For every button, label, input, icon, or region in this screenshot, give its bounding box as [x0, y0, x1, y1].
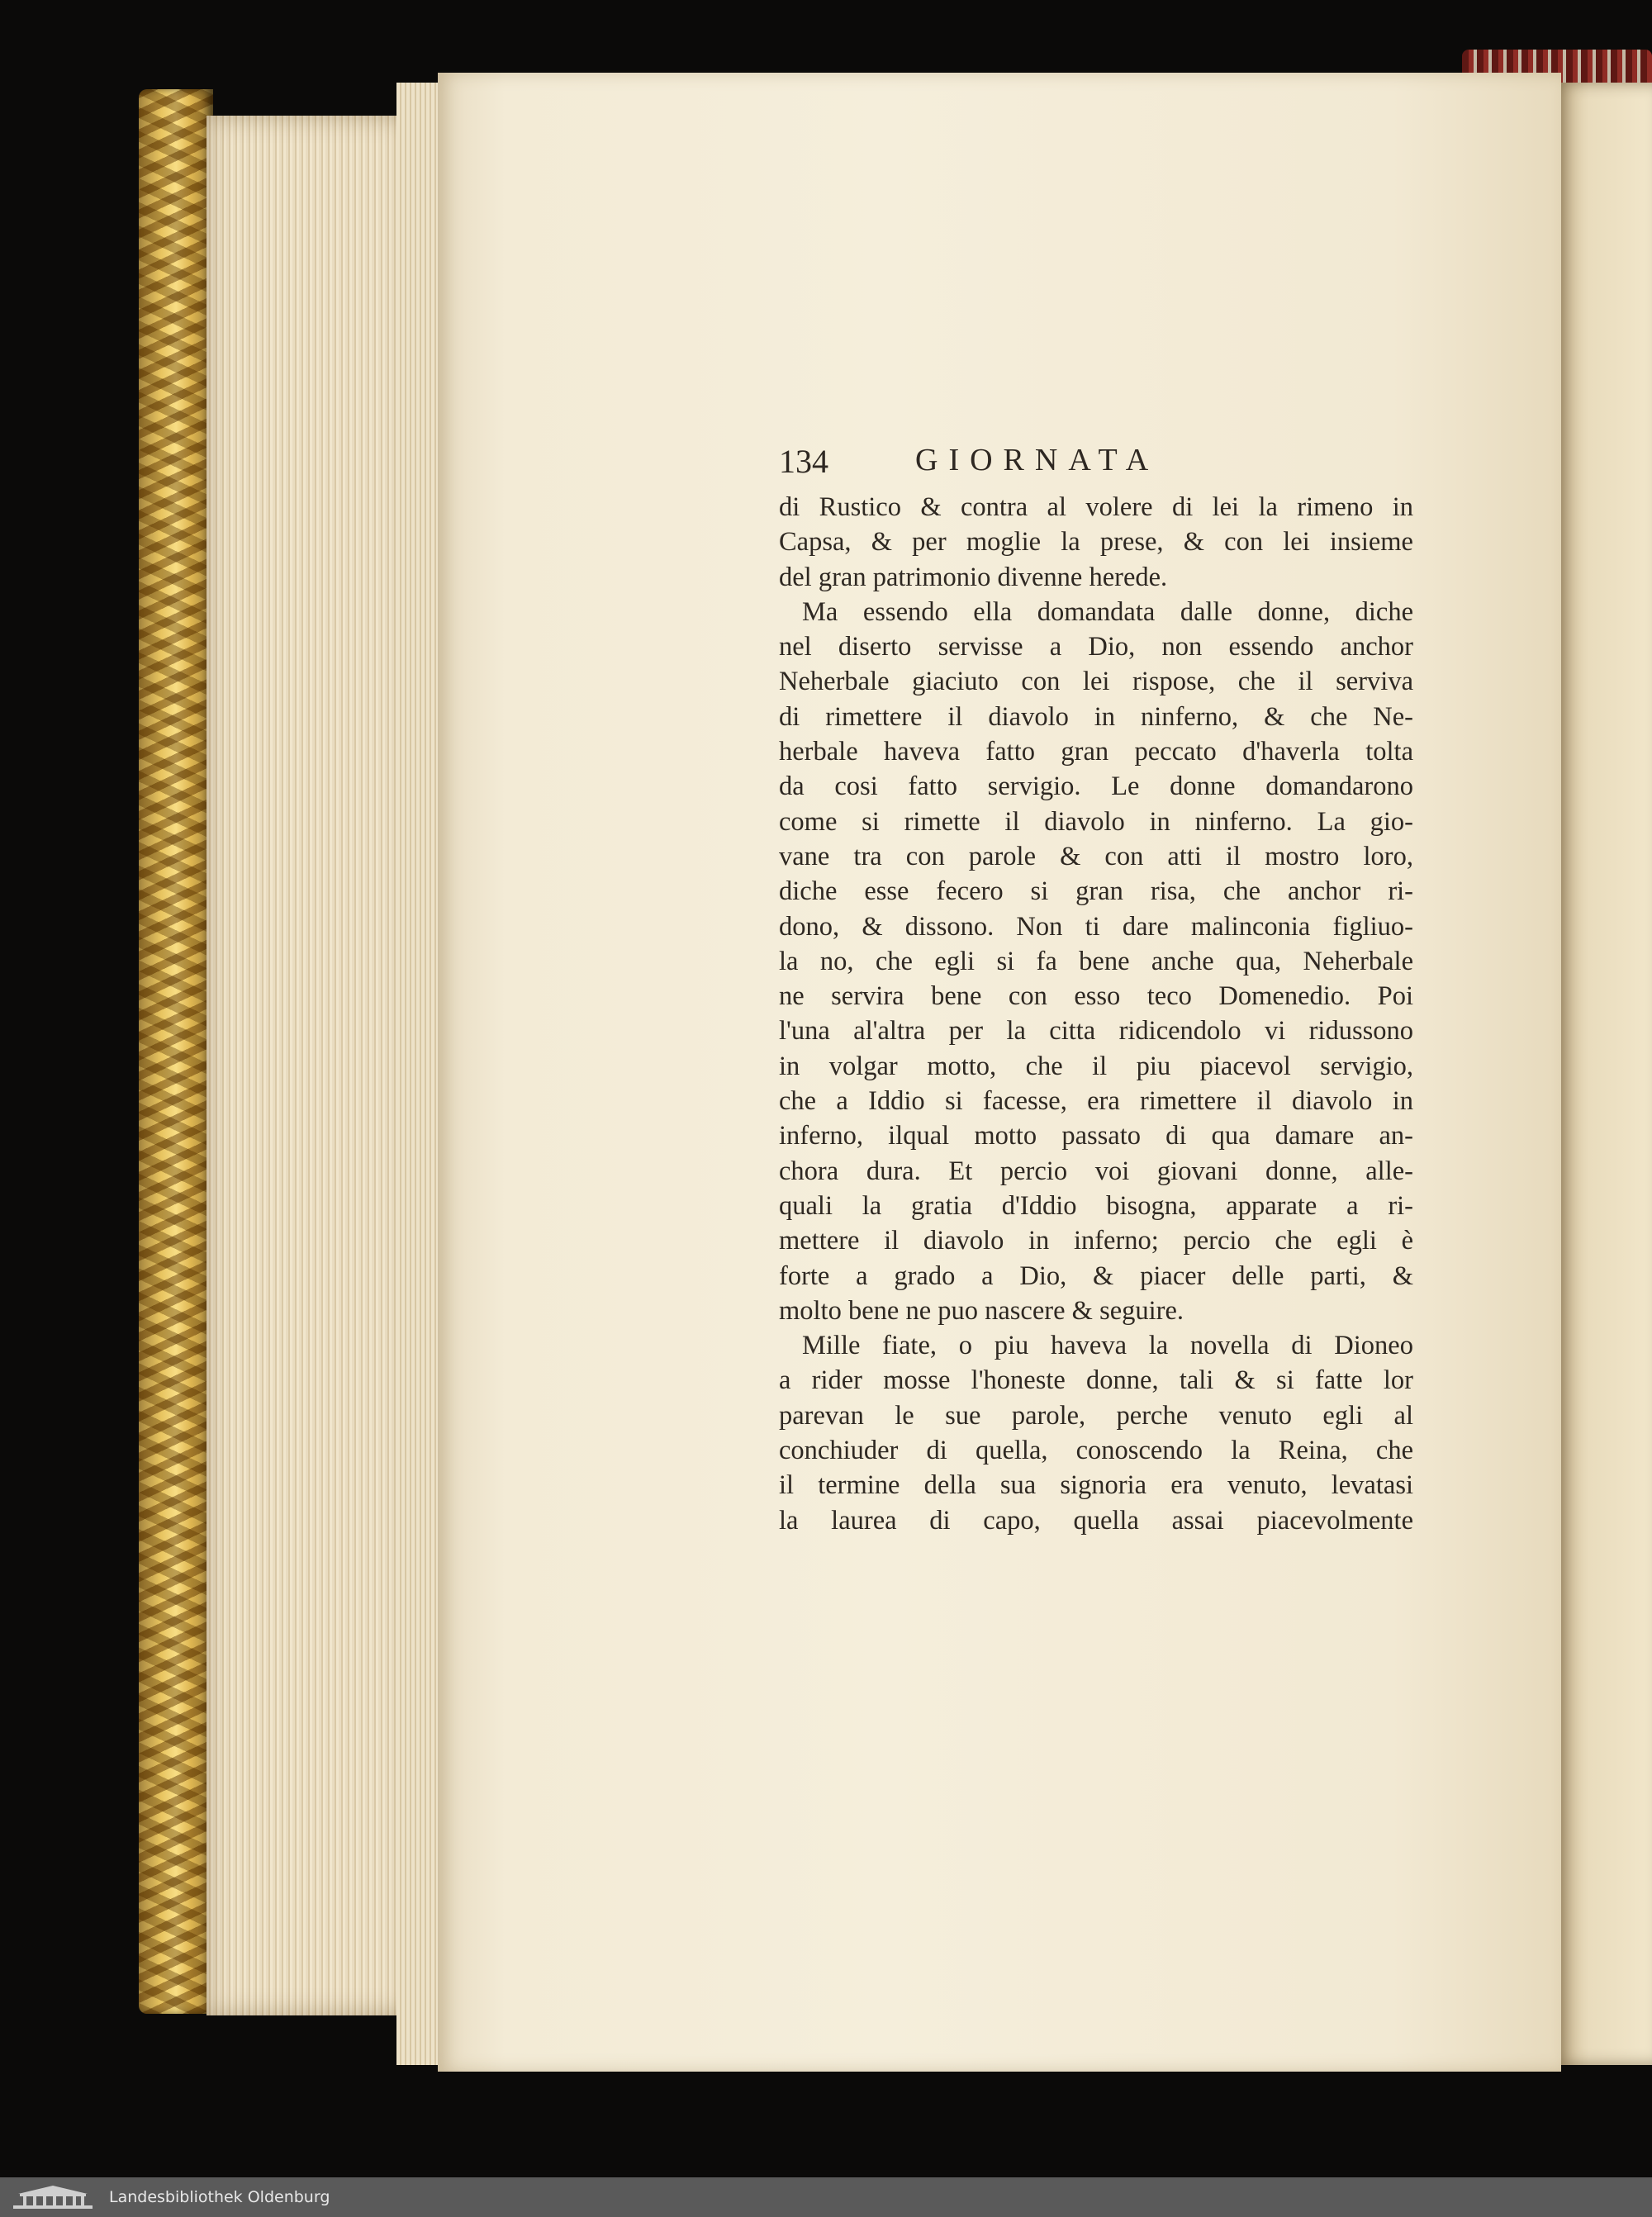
- text-line: il termine della sua signoria era venuto, levatasi: [779, 1470, 1413, 1501]
- library-logo-icon: [12, 2184, 94, 2210]
- text-line: la no, che egli si fa bene anche qua, Neherbale: [779, 946, 1413, 976]
- paragraph: [779, 1328, 1413, 1538]
- text-line: Capsa, & per moglie la prese, & con lei insieme: [779, 527, 1413, 558]
- paragraph: [779, 595, 1413, 1328]
- text-line: nel diserto servisse a Dio, non essendo anchor: [779, 632, 1413, 662]
- text-line: da cosi fatto servigio. Le donne domandarono: [779, 771, 1413, 802]
- text-line: forte a grado a Dio, & piacer delle parti, &: [779, 1260, 1413, 1291]
- text-line: Neherbale giaciuto con lei rispose, che il serviva: [779, 667, 1413, 697]
- text-line: inferno, ilqual motto passato di qua damare an-: [779, 1121, 1413, 1151]
- footer-bar: [0, 2177, 1652, 2217]
- running-title: GIORNATA: [915, 443, 1160, 477]
- text-line: del gran patrimonio divenne herede.: [779, 562, 1168, 592]
- body-text: [779, 490, 1413, 1538]
- text-line: diche esse fecero si gran risa, che anchor ri-: [779, 876, 1413, 907]
- gilt-book-edge: [139, 89, 213, 2014]
- text-line: parevan le sue parole, perche venuto egli al: [779, 1400, 1413, 1431]
- text-line: di rimettere il diavolo in ninferno, & che Ne-: [779, 701, 1413, 732]
- text-line: molto bene ne puo nascere & seguire.: [779, 1295, 1184, 1326]
- text-line: ne servira bene con esso teco Domenedio. Poi: [779, 981, 1413, 1012]
- text-line: in volgar motto, che il piu piacevol servigio,: [779, 1051, 1413, 1081]
- text-line: l'una al'altra per la citta ridicendolo vi ridussono: [779, 1016, 1413, 1047]
- text-line: conchiuder di quella, conoscendo la Reina, che: [779, 1436, 1413, 1466]
- running-head: [779, 442, 1413, 490]
- text-line: a rider mosse l'honeste donne, tali & si fatte lor: [779, 1365, 1413, 1396]
- library-name: Landesbibliothek Oldenburg: [109, 2188, 330, 2206]
- facing-page: [1555, 83, 1652, 2065]
- page-number: 134: [779, 443, 828, 480]
- text-line: di Rustico & contra al volere di lei la rimeno in: [779, 492, 1413, 522]
- text-line: come si rimette il diavolo in ninferno. La gio-: [779, 806, 1413, 837]
- text-line: la laurea di capo, quella assai piacevolmente: [779, 1505, 1413, 1536]
- text-line: che a Iddio si facesse, era rimettere il diavolo in: [779, 1086, 1413, 1117]
- paragraph: [779, 490, 1413, 595]
- page-text-block: [779, 442, 1413, 1538]
- text-line: Mille fiate, o piu haveva la novella di Dioneo: [802, 1331, 1413, 1361]
- page-block-edges: [206, 116, 413, 2015]
- text-line: Ma essendo ella domandata dalle donne, diche: [802, 596, 1413, 627]
- text-line: vane tra con parole & con atti il mostro loro,: [779, 841, 1413, 871]
- text-line: mettere il diavolo in inferno; percio che egli è: [779, 1226, 1413, 1256]
- text-line: herbale haveva fatto gran peccato d'haverla tolta: [779, 737, 1413, 767]
- text-line: dono, & dissono. Non ti dare malinconia figliuo-: [779, 911, 1413, 942]
- text-line: chora dura. Et percio voi giovani donne, alle-: [779, 1156, 1413, 1186]
- text-line: quali la gratia d'Iddio bisogna, apparate a ri-: [779, 1190, 1413, 1221]
